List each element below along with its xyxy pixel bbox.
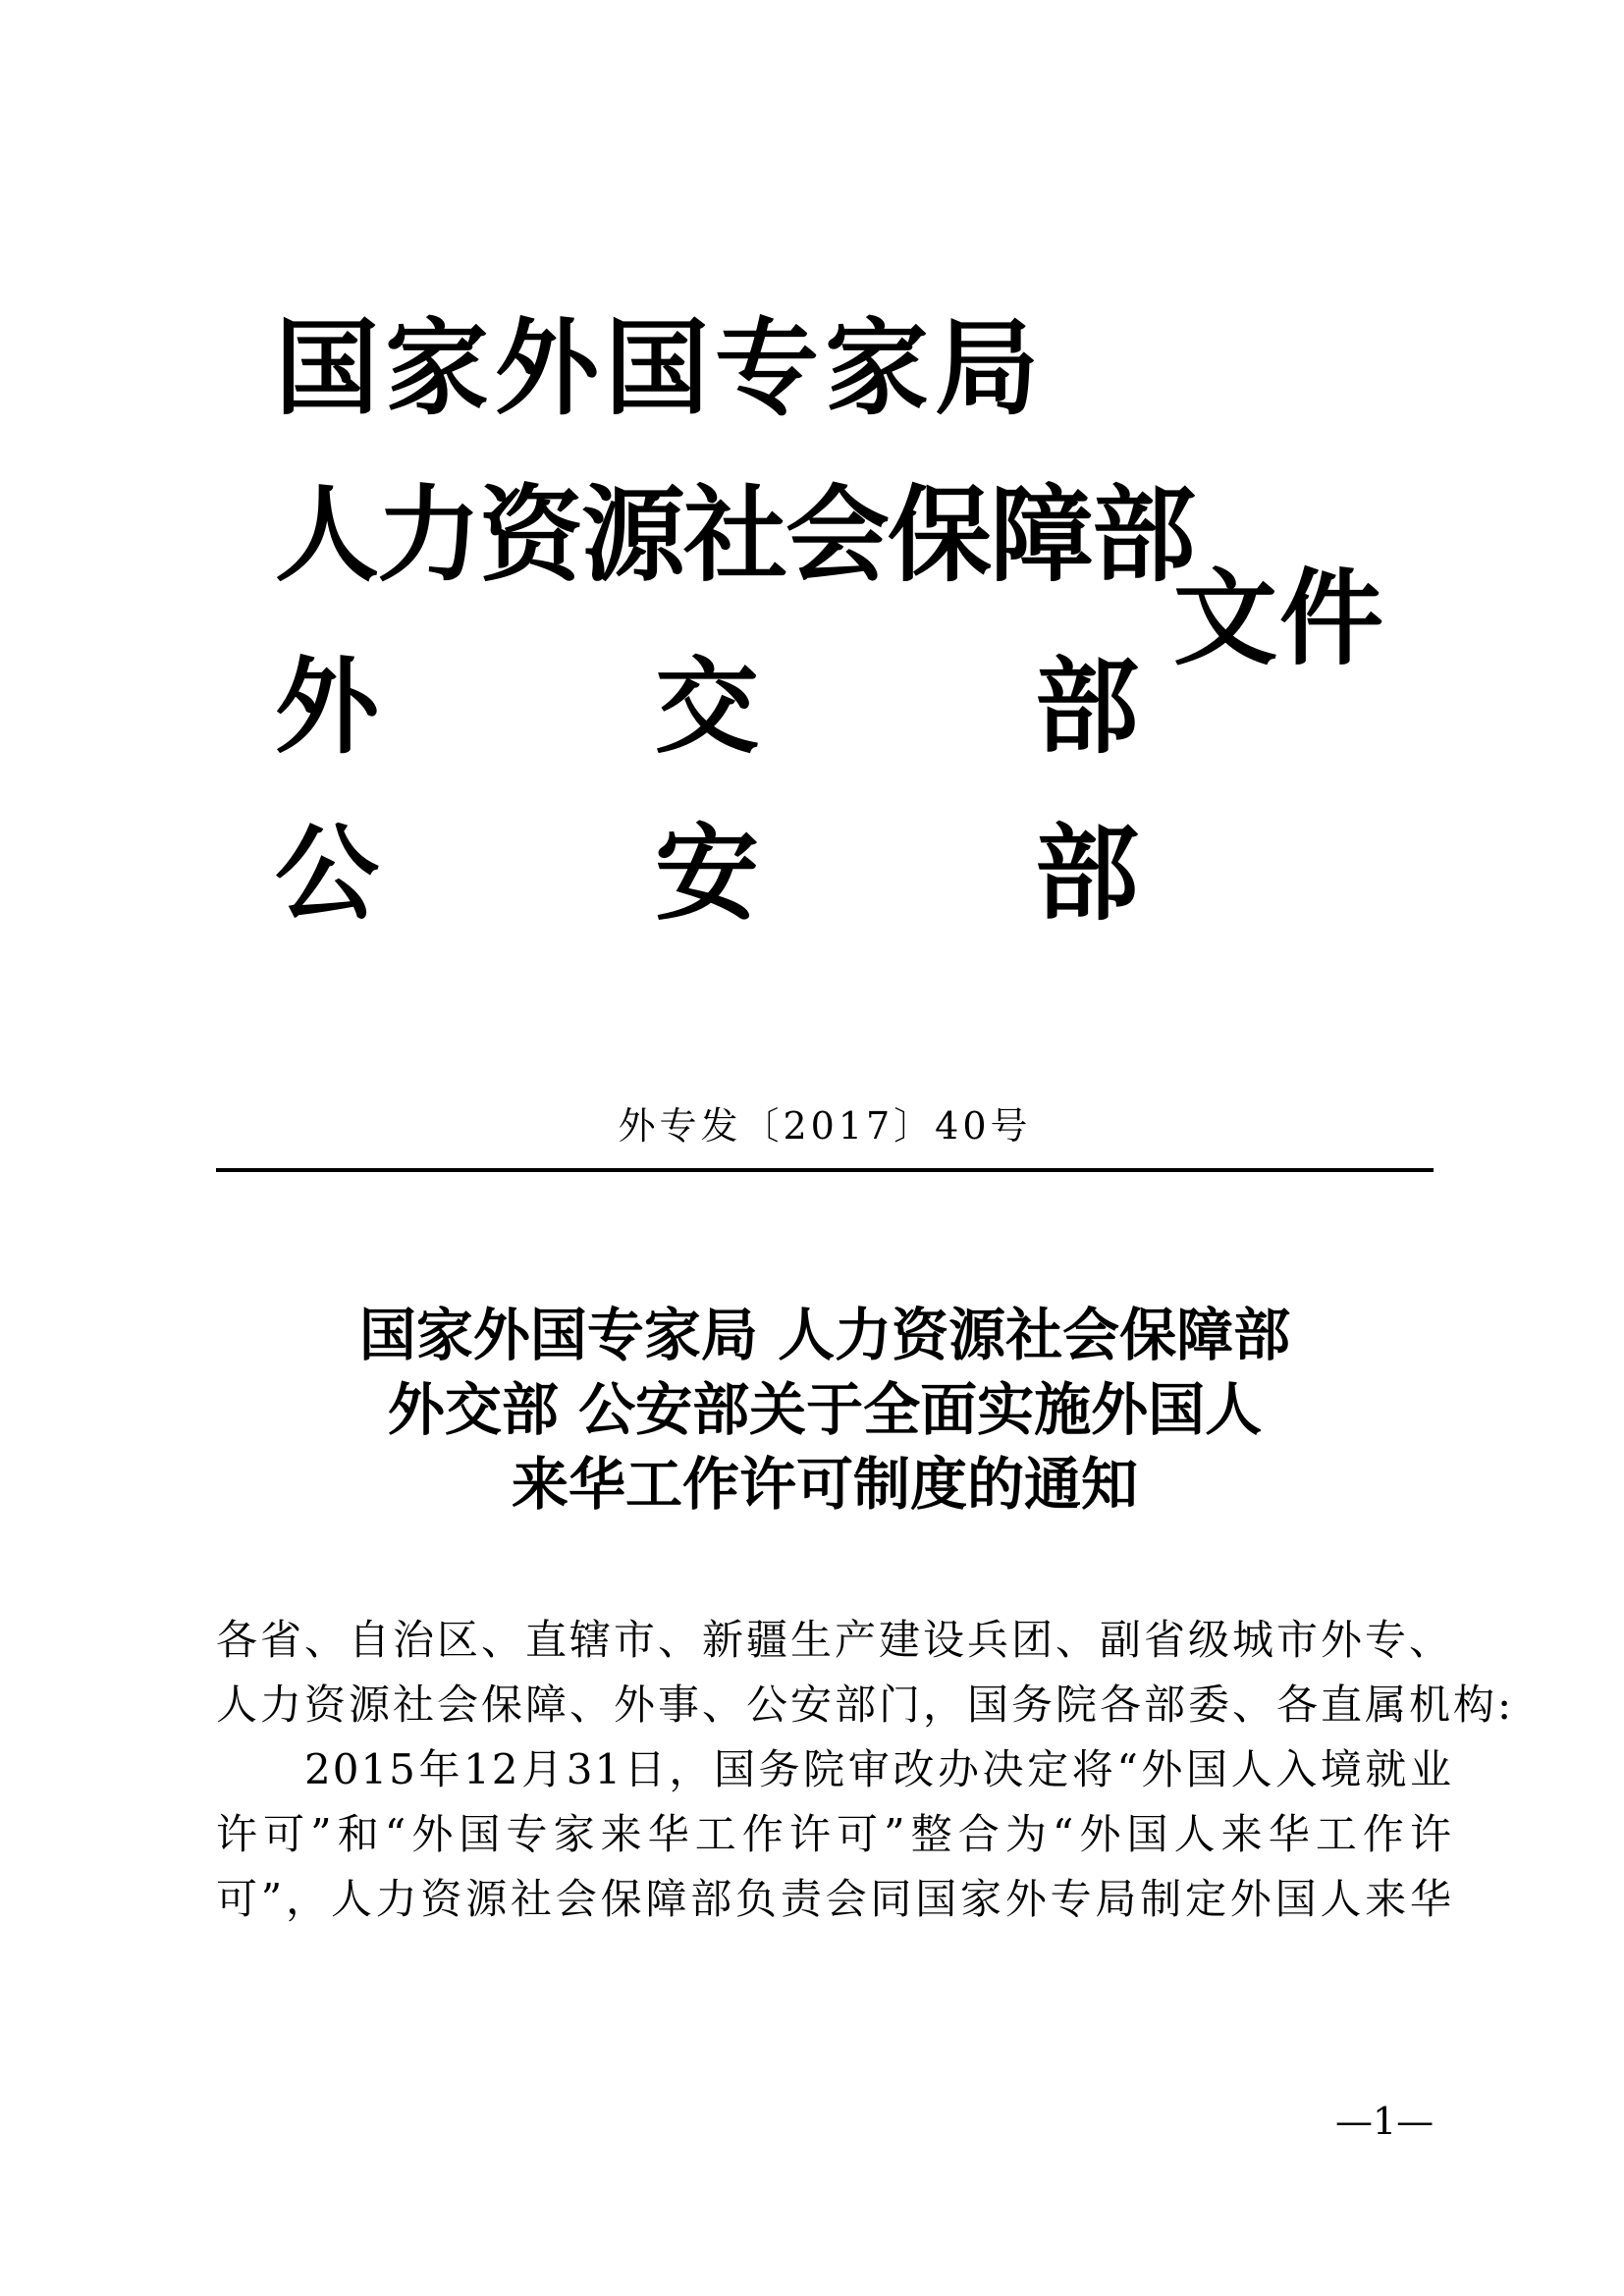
agency-foreign-affairs — [275, 633, 1139, 780]
header-divider-rule — [216, 1168, 1434, 1172]
agency-char: 公 — [275, 812, 379, 934]
agency-foreign-experts-bureau: 国家外国专家局 — [275, 306, 1045, 429]
addressee-line: 人力资源社会保障、外事、公安部门，国务院各部委、各直属机构: — [216, 1681, 1515, 1729]
title-line: 外交部 公安部关于全面实施外国人 — [387, 1376, 1263, 1443]
title-line: 国家外国专家局 人力资源社会保障部 — [358, 1302, 1291, 1368]
document-number: 外专发〔2017〕40号 — [618, 1104, 1032, 1148]
document-title — [216, 1298, 1434, 1522]
paragraph-line: 许可”和“外国专家来华工作许可”整合为“外国人来华工作许 — [216, 1810, 1453, 1858]
document-body — [216, 1608, 1515, 1932]
title-line: 来华工作许可制度的通知 — [511, 1451, 1138, 1518]
paragraph-line: 2015年12月31日，国务院审改办决定将“外国人入境就业 — [304, 1745, 1453, 1793]
agency-char: 部 — [1035, 645, 1139, 768]
agency-human-resources-social-security: 人力资源社会保障部 — [275, 473, 1194, 596]
agency-char: 安 — [655, 812, 759, 934]
page-number: —1— — [1335, 2100, 1435, 2143]
paragraph-line: 可”，人力资源社会保障部负责会同国家外专局制定外国人来华 — [216, 1875, 1453, 1923]
agency-char: 部 — [1035, 812, 1139, 934]
agency-char: 外 — [275, 645, 379, 768]
issuing-agencies-header — [275, 294, 1434, 942]
addressee-line: 各省、自治区、直辖市、新疆生产建设兵团、副省级城市外专、 — [216, 1616, 1454, 1664]
agency-public-security — [275, 800, 1139, 947]
document-suffix: 文件 — [1173, 557, 1385, 679]
agency-char: 交 — [655, 645, 759, 768]
